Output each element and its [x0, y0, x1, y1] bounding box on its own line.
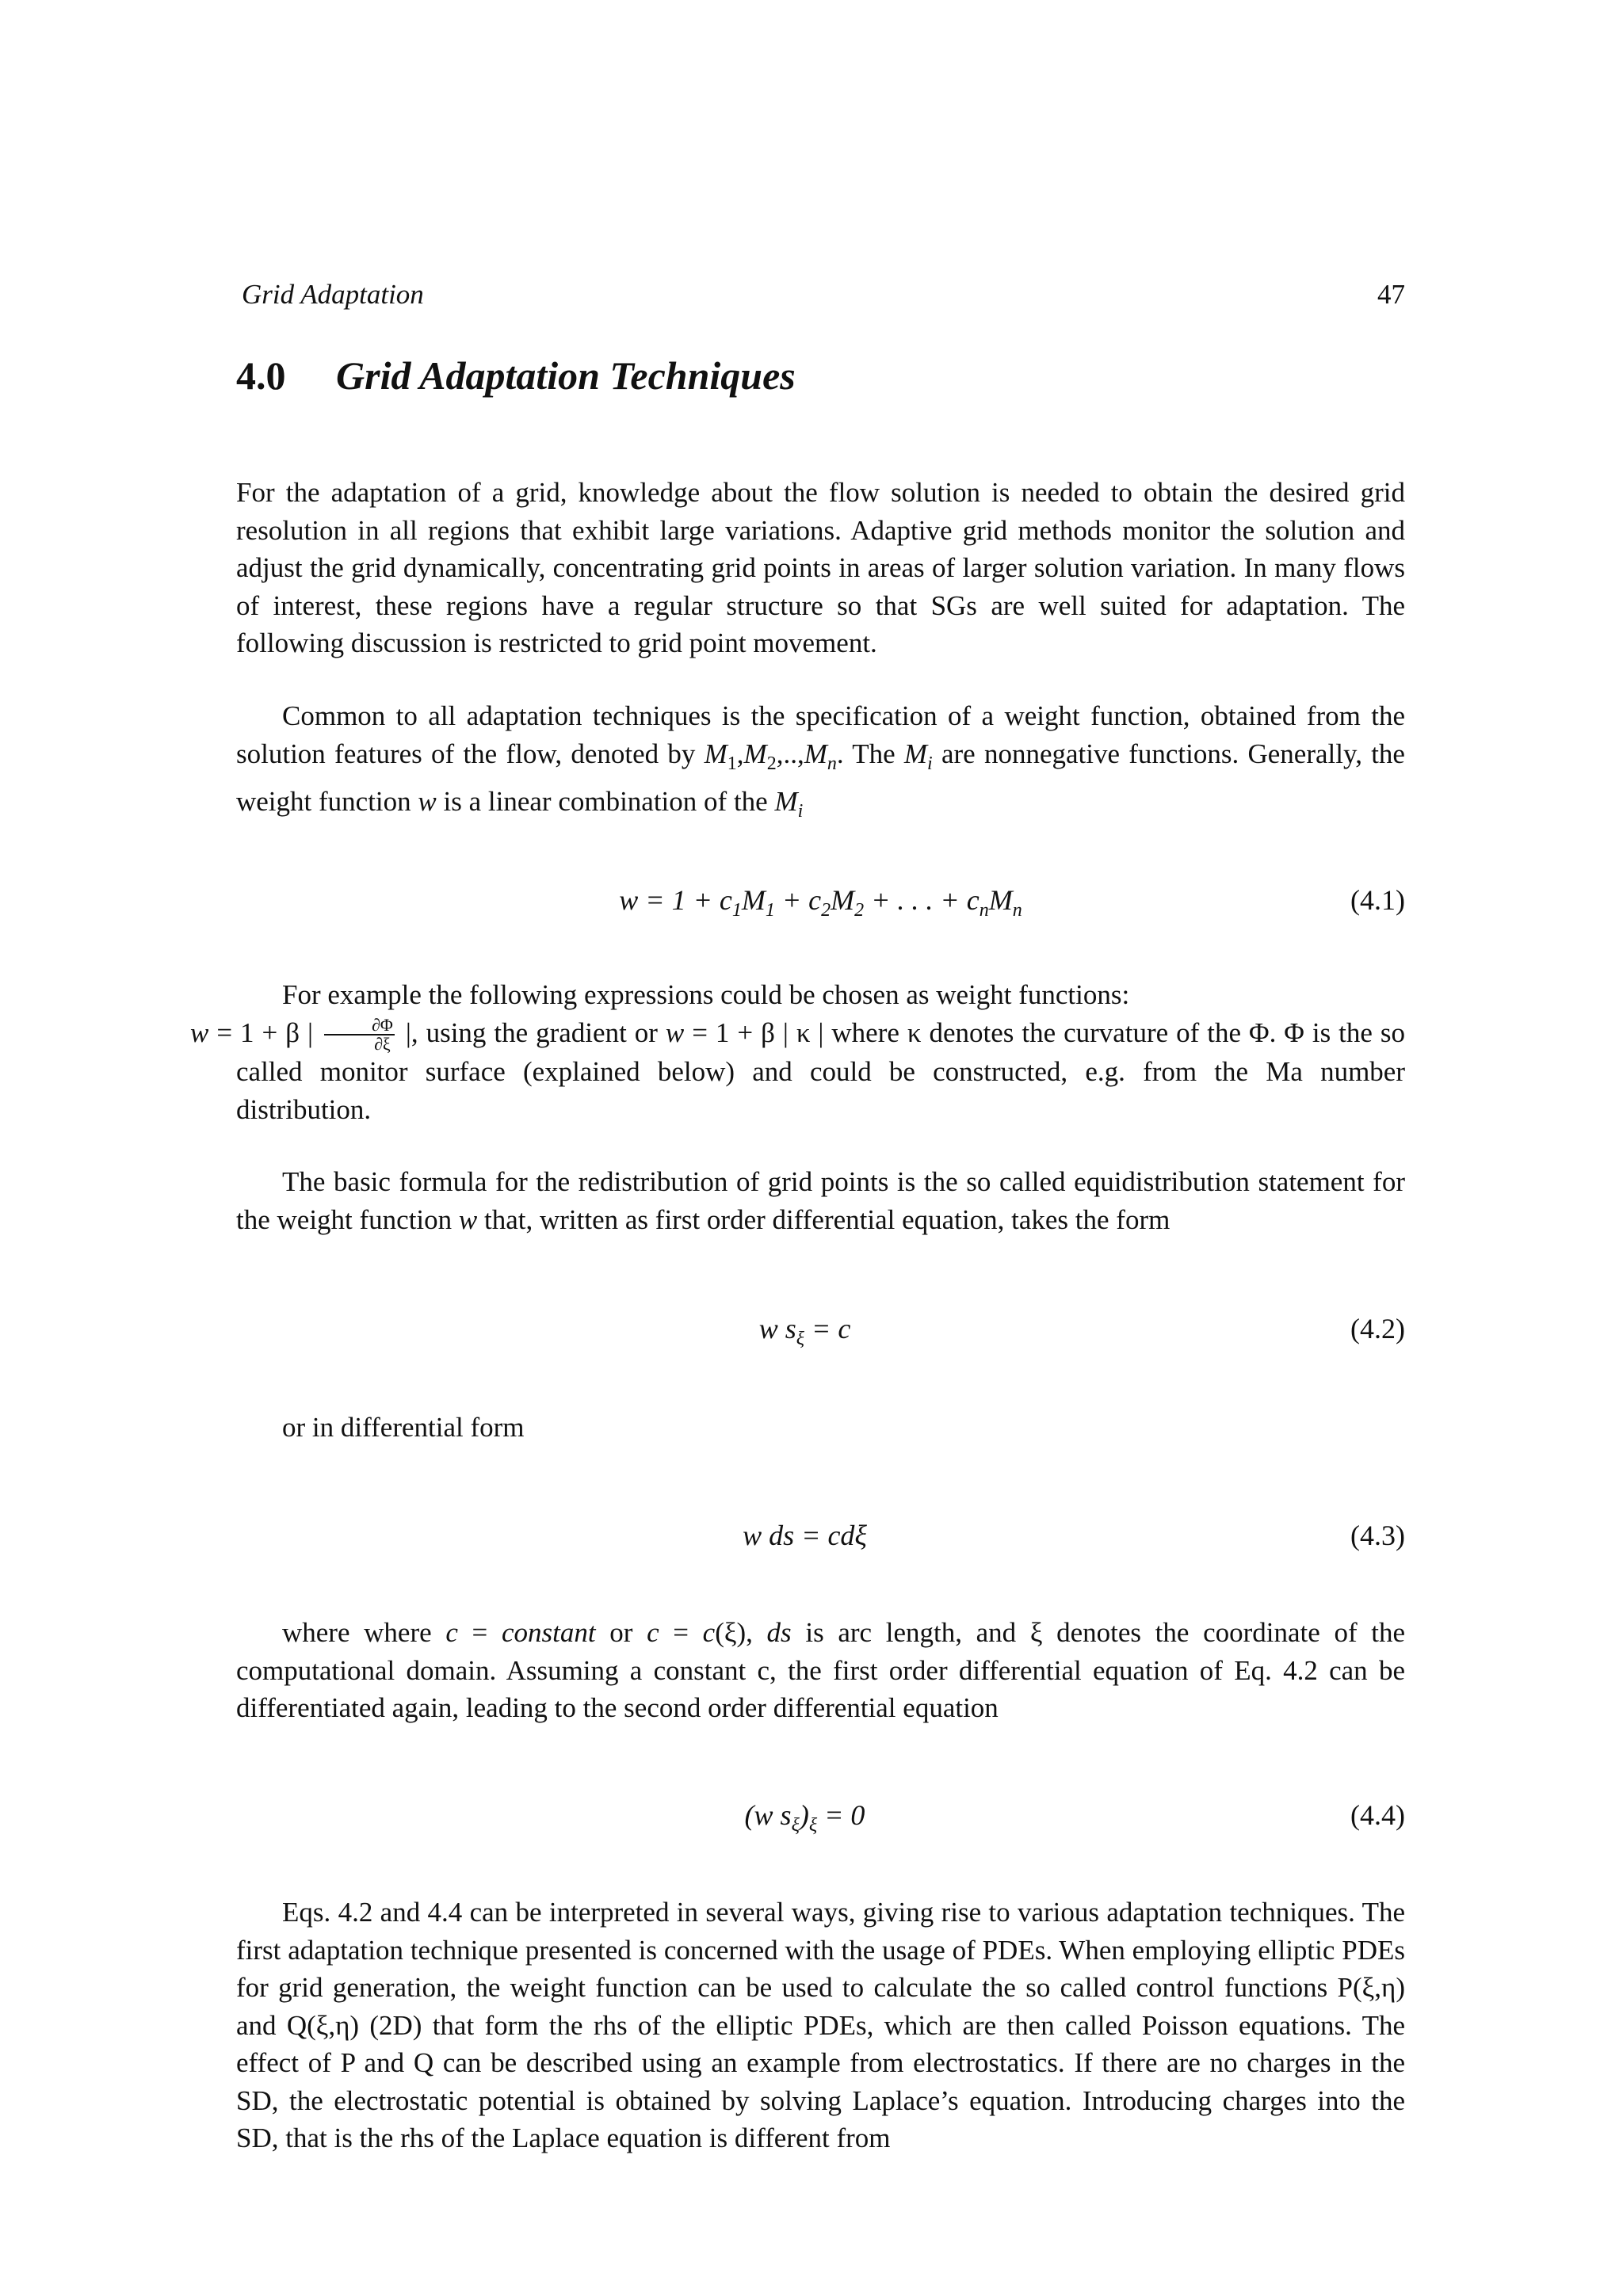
equation-4-3: w ds = cdξ (4.3) [743, 1520, 1405, 1551]
equation-4-2: w $s_\xi = c$ (4.2) [758, 1313, 1405, 1349]
paragraph-equidistribution: The basic formula for the redistribution of grid points is the so called equidistribution statement for the weight function w that, written as first order differential equation, takes the form [236, 1166, 1405, 1235]
running-title: Grid Adaptation [242, 279, 424, 310]
paragraph-differential-form: or in differential form [282, 1412, 525, 1443]
section-title: Grid Adaptation Techniques [336, 353, 796, 398]
equation-4-1: $w = 1 + c_1M_1 + c_2M_2$ + . . . + $c_nM_n$ (4.1) [619, 884, 1405, 921]
equation-number: (4.1) [1350, 884, 1405, 916]
equation-number: (4.2) [1350, 1313, 1405, 1344]
paragraph-adaptation-techniques: Eqs. 4.2 and 4.4 can be interpreted in several ways, giving rise to various adaptation techniques. The first adaptation technique presented is concerned with the usage of PDEs. When employing elliptic PDEs for grid generation, the weight function can be used to calculate the so called control functions P(ξ,η) and Q(ξ,η) (2D) that form the rhs of the elliptic PDEs, which are then called Poisson equations. The effect of P and Q can be described using an example from electrostatics. If there are no charges in the SD, the electrostatic potential is obtained by solving Laplace’s equation. Introducing charges into the SD, that is the rhs of the Laplace equation is different from [236, 1897, 1405, 2153]
paragraph-intro: For the adaptation of a grid, knowledge about the flow solution is needed to obtain the desired grid resolution in all regions that exhibit large variations. Adaptive grid methods monitor the solution and adjust the grid dynamically, concentrating grid points in areas of larger solution variation. In many flows of interest, these regions have a regular structure so that SGs are well suited for adaptation. The following discussion is restricted to grid point movement. [236, 477, 1405, 658]
paragraph-arc-length: where where c = constant or c = c(ξ), ds is arc length, and ξ denotes the coordinate of the computational domain. Assuming a constant c, the first order differential equation of Eq. 4.2 can be differentiated again, leading to the second order differential equation [236, 1617, 1406, 1723]
equation-number: (4.3) [1350, 1520, 1405, 1551]
paragraph-examples: For example the following expressions could be chosen as weight functions: w = 1 + β | $\frac{\partial\Phi}{\partial\xi}$ |, using the gradient or w = 1 + β | κ | where κ denotes the curvature of the Φ. Φ is the so called monitor surface (explained below) and could be constructed, e.g. from the Ma number distribution. [190, 979, 1406, 1125]
paragraph-weight-function: Common to all adaptation techniques is the specification of a weight function, obtained from the solution features of the flow, denoted by $M_1,M_2,..,M_n$. The $M_i$ are nonnegative functions. Generally, the weight function w is a linear combination of the $M_i$ [236, 700, 1405, 822]
section-number: 4.0 [236, 353, 286, 398]
equation-number: (4.4) [1350, 1799, 1405, 1831]
page-number: 47 [1377, 279, 1405, 310]
equation-4-4: (w $s_\xi)_\xi = 0$ (4.4) [744, 1799, 1405, 1836]
section-heading [236, 353, 796, 399]
